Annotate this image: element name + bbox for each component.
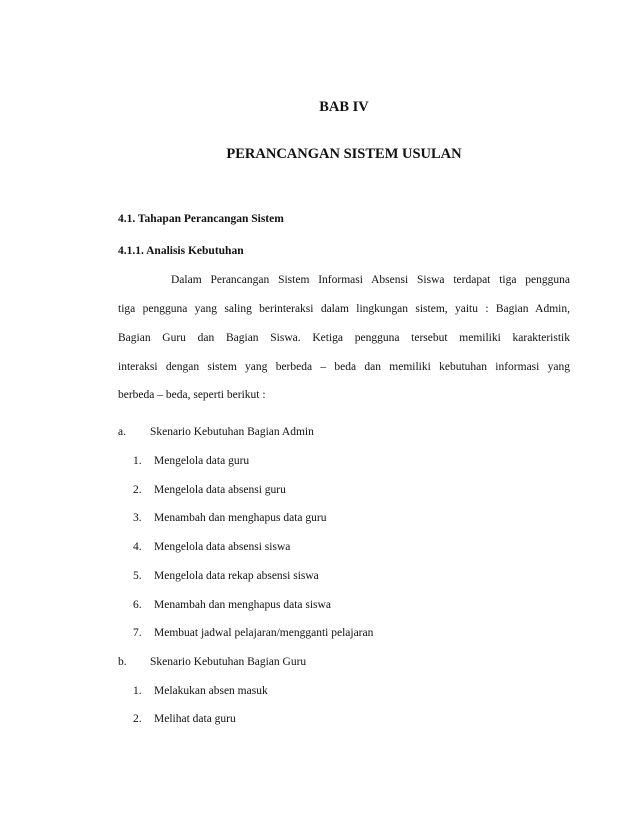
list-marker: 5. bbox=[133, 570, 142, 582]
section-heading: 4.1. Tahapan Perancangan Sistem bbox=[118, 213, 284, 225]
list-b-title bbox=[118, 656, 306, 668]
list-item bbox=[133, 484, 286, 496]
list-item bbox=[133, 455, 249, 467]
list-item bbox=[133, 599, 331, 611]
list-item-text: Menambah dan menghapus data siswa bbox=[154, 599, 331, 611]
list-item bbox=[133, 627, 373, 639]
chapter-number: BAB IV bbox=[319, 99, 369, 115]
list-marker: 6. bbox=[133, 599, 142, 611]
list-title-text: Skenario Kebutuhan Bagian Admin bbox=[150, 426, 314, 438]
list-item-text: Mengelola data guru bbox=[154, 455, 250, 467]
list-title-text: Skenario Kebutuhan Bagian Guru bbox=[150, 656, 307, 668]
paragraph-line: tiga pengguna yang saling berinteraksi dalam lingkungan sistem, yaitu : Bagian Admin, bbox=[118, 303, 570, 315]
chapter-title: PERANCANGAN SISTEM USULAN bbox=[226, 146, 462, 162]
list-item bbox=[133, 713, 236, 725]
list-item-text: Menambah dan menghapus data guru bbox=[154, 512, 327, 524]
list-item-text: Membuat jadwal pelajaran/mengganti pelajaran bbox=[154, 627, 374, 639]
list-marker: b. bbox=[118, 656, 127, 668]
list-item bbox=[133, 685, 268, 697]
list-item-text: Melihat data guru bbox=[154, 713, 236, 725]
list-item-text: Mengelola data rekap absensi siswa bbox=[154, 570, 319, 582]
list-marker: 2. bbox=[133, 713, 142, 725]
list-marker: 3. bbox=[133, 512, 142, 524]
list-marker: 4. bbox=[133, 541, 142, 553]
list-item-text: Melakukan absen masuk bbox=[154, 685, 268, 697]
list-a-title bbox=[118, 426, 314, 438]
paragraph-line: Dalam Perancangan Sistem Informasi Absensi Siswa terdapat tiga pengguna bbox=[171, 274, 570, 286]
list-item-text: Mengelola data absensi siswa bbox=[154, 541, 291, 553]
list-marker: a. bbox=[118, 426, 126, 438]
list-marker: 1. bbox=[133, 455, 142, 467]
list-item bbox=[133, 570, 319, 582]
paragraph-line: berbeda – beda, seperti berikut : bbox=[118, 389, 266, 401]
list-marker: 7. bbox=[133, 627, 142, 639]
paragraph-line: interaksi dengan sistem yang berbeda – beda dan memiliki kebutuhan informasi yang bbox=[118, 361, 570, 373]
list-item-text: Mengelola data absensi guru bbox=[154, 484, 286, 496]
list-item bbox=[133, 541, 290, 553]
list-marker: 2. bbox=[133, 484, 142, 496]
subsection-heading: 4.1.1. Analisis Kebutuhan bbox=[118, 245, 244, 257]
list-item bbox=[133, 512, 326, 524]
paragraph-line: Bagian Guru dan Bagian Siswa. Ketiga pengguna tersebut memiliki karakteristik bbox=[118, 332, 570, 344]
list-marker: 1. bbox=[133, 685, 142, 697]
